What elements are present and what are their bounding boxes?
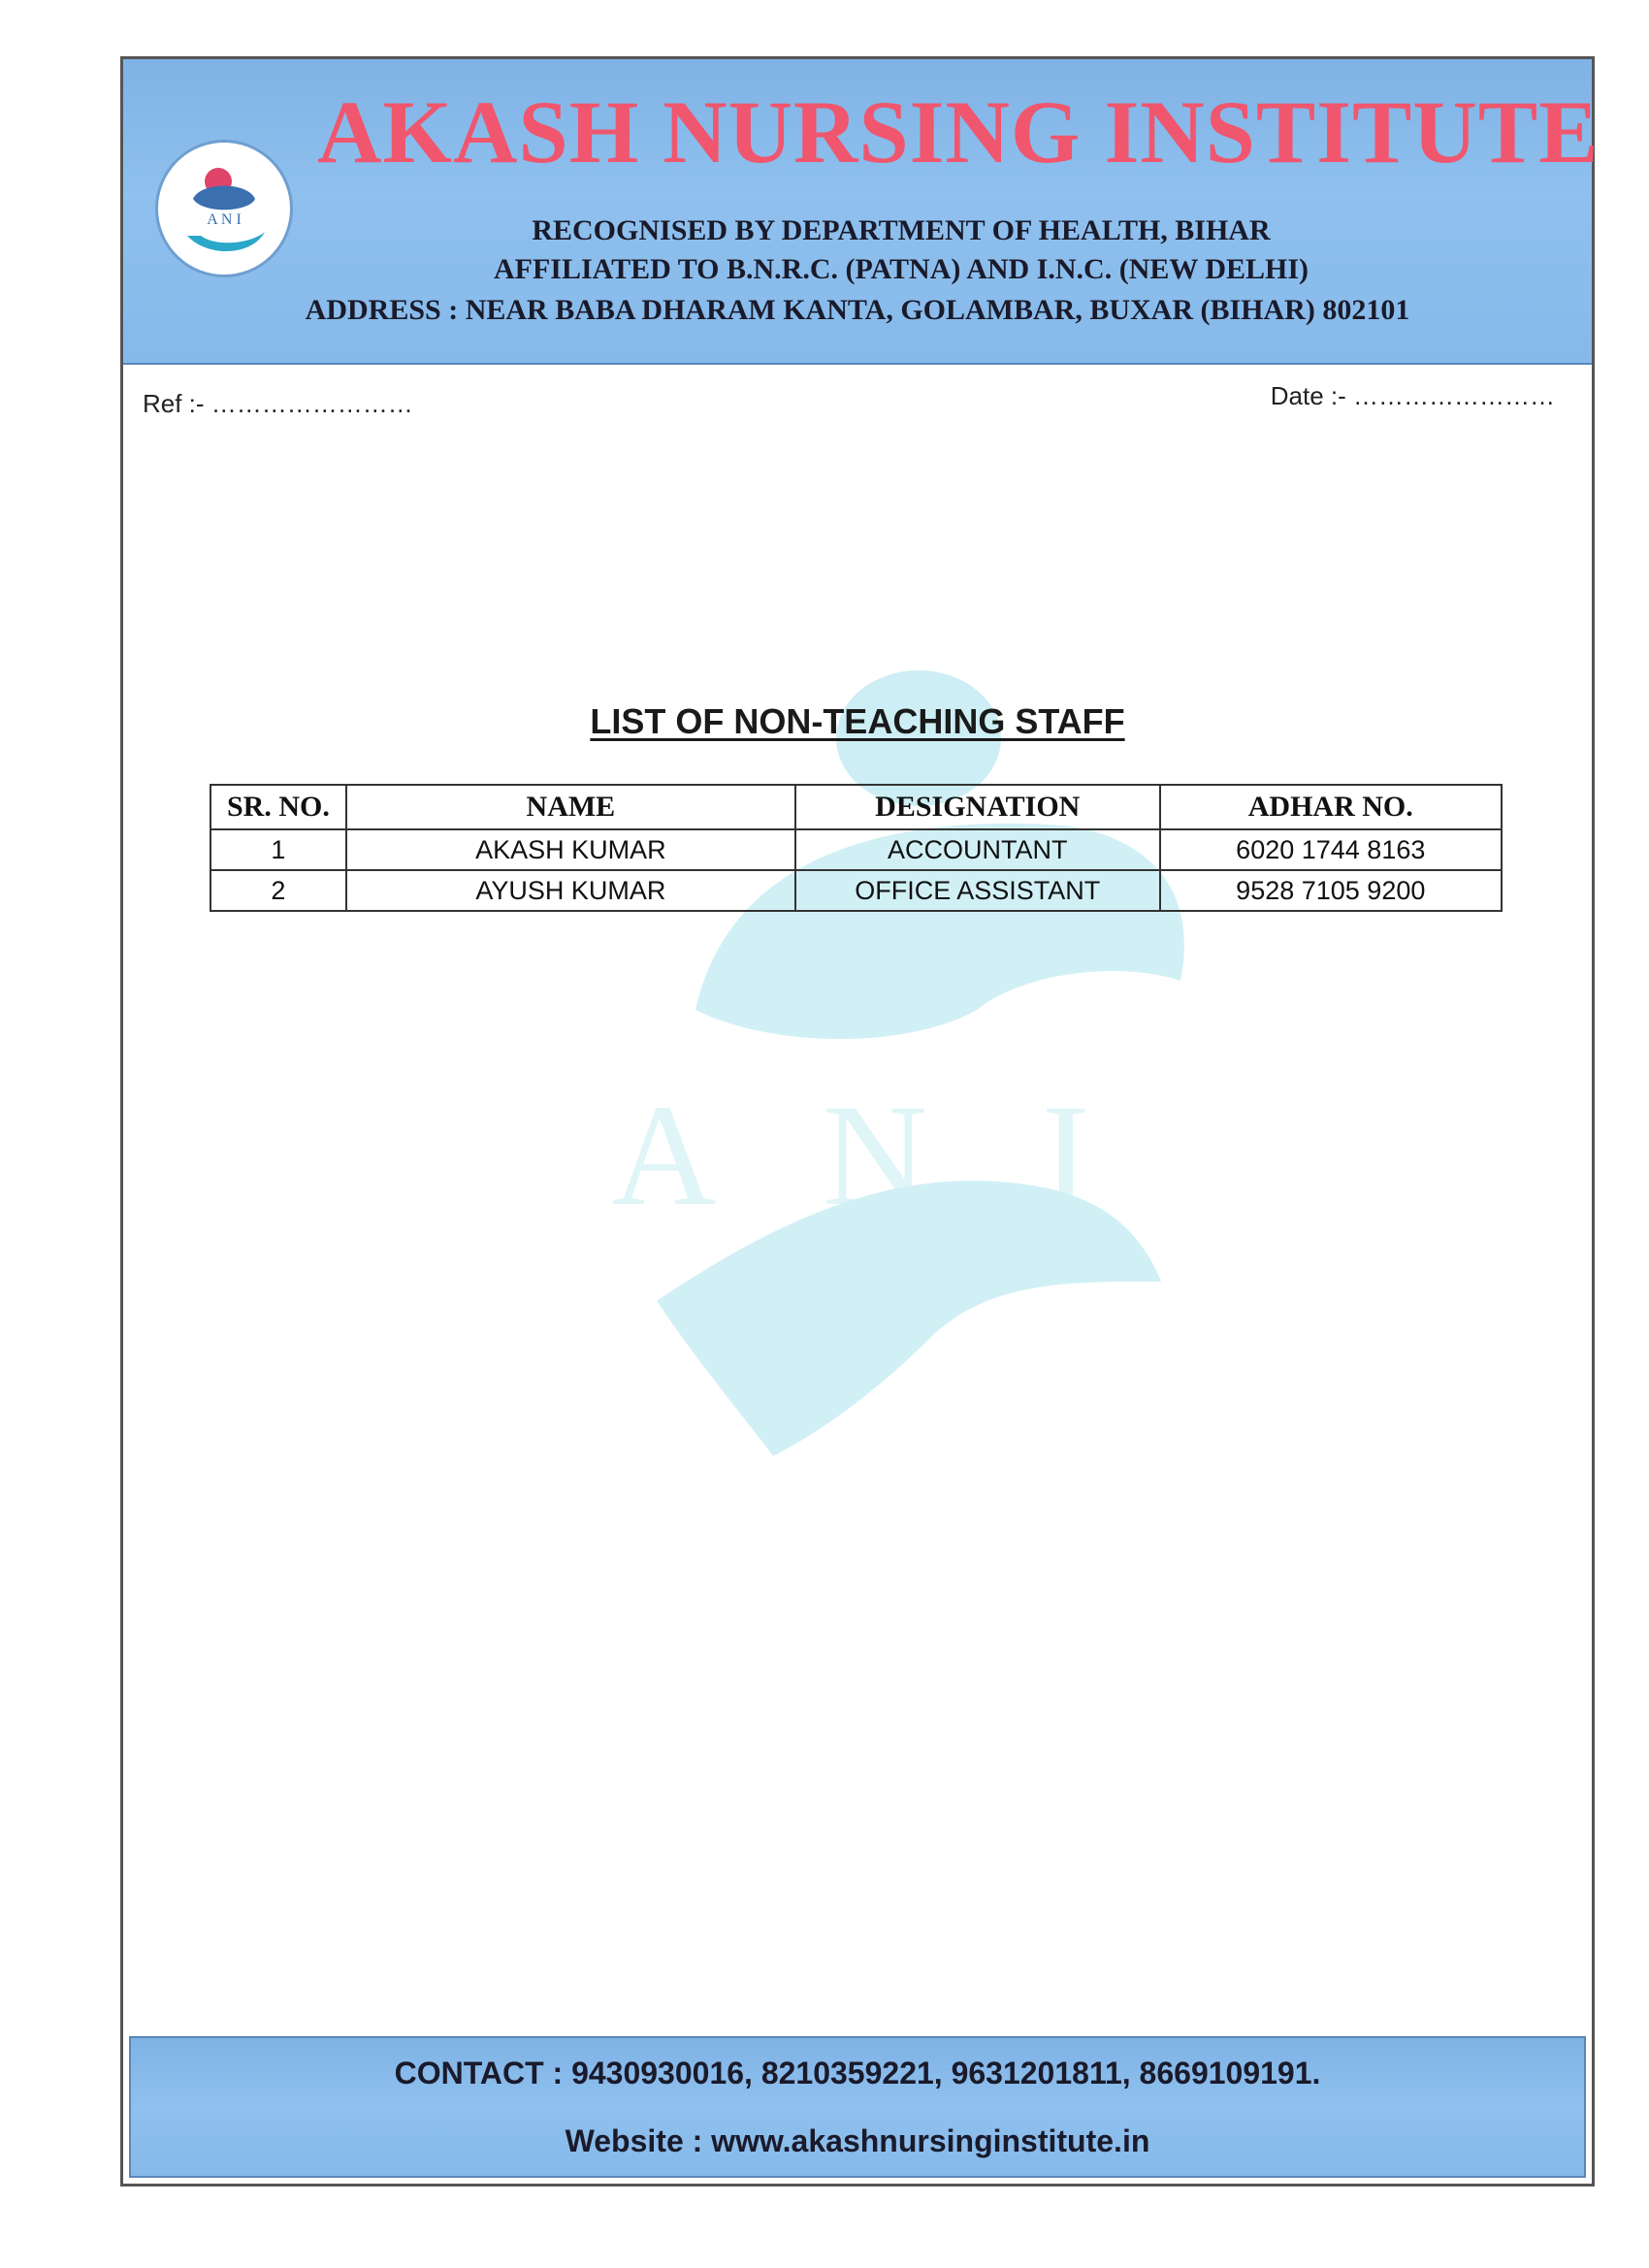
watermark-logo-icon	[521, 661, 1355, 1466]
table-row	[210, 829, 1502, 870]
logo-text: A N I	[207, 211, 242, 228]
table-header-row	[210, 785, 1502, 829]
date-field: Date :- ……………………	[1270, 381, 1555, 410]
document-title: LIST OF NON-TEACHING STAFF	[590, 701, 1125, 741]
address-line: ADDRESS : NEAR BABA DHARAM KANTA, GOLAMBAR, BUXAR (BIHAR) 802101	[305, 294, 1410, 326]
cell-name: AYUSH KUMAR	[346, 870, 795, 911]
column-header-designation: DESIGNATION	[795, 785, 1160, 829]
letterhead-footer	[129, 2036, 1586, 2178]
staff-table	[210, 784, 1503, 912]
affiliation-line: AFFILIATED TO B.N.R.C. (PATNA) AND I.N.C. (NEW DELHI)	[493, 253, 1310, 285]
ref-field: Ref :- ……………………	[143, 389, 413, 418]
cell-adhar-no: 6020 1744 8163	[1160, 829, 1502, 870]
recognition-line: RECOGNISED BY DEPARTMENT OF HEALTH, BIHAR	[532, 214, 1271, 246]
letterhead-header	[123, 59, 1600, 365]
column-header-name: NAME	[346, 785, 795, 829]
cell-designation: ACCOUNTANT	[795, 829, 1160, 870]
contact-numbers: CONTACT : 9430930016, 8210359221, 9631201811, 8669109191.	[394, 2056, 1321, 2090]
cell-name: AKASH KUMAR	[346, 829, 795, 870]
institute-name: AKASH NURSING INSTITUTE	[317, 82, 1600, 181]
column-header-adhar-no: ADHAR NO.	[1160, 785, 1502, 829]
cell-sr-no: 1	[210, 829, 346, 870]
column-header-sr-no: SR. NO.	[210, 785, 346, 829]
cell-sr-no: 2	[210, 870, 346, 911]
letterhead-page	[120, 56, 1600, 2187]
cell-designation: OFFICE ASSISTANT	[795, 870, 1160, 911]
table-row	[210, 870, 1502, 911]
website-link[interactable]: Website : www.akashnursinginstitute.in	[565, 2123, 1150, 2158]
watermark-text: A N I	[611, 1075, 1129, 1236]
cell-adhar-no: 9528 7105 9200	[1160, 870, 1502, 911]
